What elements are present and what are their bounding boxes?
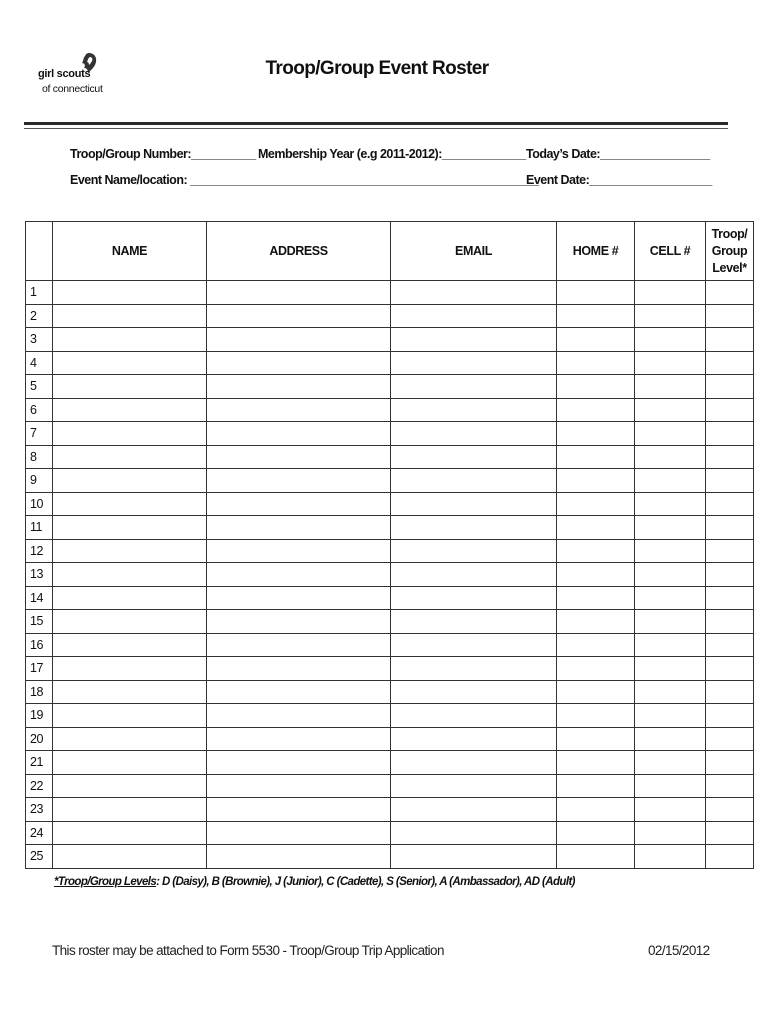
email-cell[interactable] bbox=[391, 704, 557, 728]
row-number: 19 bbox=[26, 704, 53, 728]
row-number: 16 bbox=[26, 633, 53, 657]
email-column-header: EMAIL bbox=[391, 222, 557, 281]
row-number: 24 bbox=[26, 821, 53, 845]
cell-cell[interactable] bbox=[635, 845, 706, 869]
roster-row bbox=[26, 422, 754, 446]
roster-row bbox=[26, 304, 754, 328]
name-cell[interactable] bbox=[53, 821, 207, 845]
address-cell[interactable] bbox=[207, 304, 391, 328]
troop-group-level-column-header bbox=[706, 222, 754, 281]
roster-row bbox=[26, 398, 754, 422]
cell-cell[interactable] bbox=[635, 657, 706, 681]
header-divider-thick bbox=[24, 122, 728, 125]
cell-cell[interactable] bbox=[635, 727, 706, 751]
home-cell[interactable] bbox=[557, 751, 635, 775]
row-number: 22 bbox=[26, 774, 53, 798]
name-cell[interactable] bbox=[53, 516, 207, 540]
level-cell[interactable] bbox=[706, 727, 754, 751]
email-cell[interactable] bbox=[391, 633, 557, 657]
row-number: 11 bbox=[26, 516, 53, 540]
name-cell[interactable] bbox=[53, 539, 207, 563]
roster-row bbox=[26, 610, 754, 634]
address-cell[interactable] bbox=[207, 422, 391, 446]
address-cell[interactable] bbox=[207, 680, 391, 704]
address-cell[interactable] bbox=[207, 610, 391, 634]
address-cell[interactable] bbox=[207, 445, 391, 469]
level-cell[interactable] bbox=[706, 563, 754, 587]
address-cell[interactable] bbox=[207, 845, 391, 869]
email-cell[interactable] bbox=[391, 727, 557, 751]
address-cell[interactable] bbox=[207, 704, 391, 728]
home-cell[interactable] bbox=[557, 563, 635, 587]
home-cell[interactable] bbox=[557, 304, 635, 328]
row-number: 5 bbox=[26, 375, 53, 399]
home-cell[interactable] bbox=[557, 445, 635, 469]
level-cell[interactable] bbox=[706, 586, 754, 610]
home-cell[interactable] bbox=[557, 774, 635, 798]
roster-row bbox=[26, 704, 754, 728]
address-cell[interactable] bbox=[207, 821, 391, 845]
row-number: 15 bbox=[26, 610, 53, 634]
troop-group-number-field[interactable]: Troop/Group Number:__________ bbox=[70, 147, 256, 161]
row-number: 18 bbox=[26, 680, 53, 704]
logo-text-of-connecticut: of connecticut bbox=[42, 83, 103, 95]
name-cell[interactable] bbox=[53, 727, 207, 751]
cell-cell[interactable] bbox=[635, 492, 706, 516]
email-cell[interactable] bbox=[391, 469, 557, 493]
event-name-location-field[interactable]: Event Name/location: ______________________________________________________ bbox=[70, 173, 539, 187]
name-cell[interactable] bbox=[53, 563, 207, 587]
level-cell[interactable] bbox=[706, 469, 754, 493]
home-cell[interactable] bbox=[557, 469, 635, 493]
home-cell[interactable] bbox=[557, 586, 635, 610]
row-number: 4 bbox=[26, 351, 53, 375]
address-cell[interactable] bbox=[207, 586, 391, 610]
level-cell[interactable] bbox=[706, 375, 754, 399]
address-cell[interactable] bbox=[207, 398, 391, 422]
footer-note: This roster may be attached to Form 5530 - Troop/Group Trip Application bbox=[52, 943, 444, 958]
level-cell[interactable] bbox=[706, 680, 754, 704]
address-cell[interactable] bbox=[207, 774, 391, 798]
roster-row bbox=[26, 539, 754, 563]
home-cell[interactable] bbox=[557, 539, 635, 563]
name-cell[interactable] bbox=[53, 398, 207, 422]
row-number: 25 bbox=[26, 845, 53, 869]
address-cell[interactable] bbox=[207, 727, 391, 751]
level-cell[interactable] bbox=[706, 304, 754, 328]
roster-row bbox=[26, 375, 754, 399]
level-cell[interactable] bbox=[706, 539, 754, 563]
name-cell[interactable] bbox=[53, 351, 207, 375]
home-cell[interactable] bbox=[557, 610, 635, 634]
row-number: 9 bbox=[26, 469, 53, 493]
todays-date-field[interactable]: Today’s Date:_________________ bbox=[526, 147, 710, 161]
level-cell[interactable] bbox=[706, 398, 754, 422]
address-cell[interactable] bbox=[207, 657, 391, 681]
email-cell[interactable] bbox=[391, 657, 557, 681]
roster-row bbox=[26, 492, 754, 516]
email-cell[interactable] bbox=[391, 351, 557, 375]
roster-row bbox=[26, 774, 754, 798]
address-cell[interactable] bbox=[207, 751, 391, 775]
email-cell[interactable] bbox=[391, 304, 557, 328]
row-number-header bbox=[26, 222, 53, 281]
cell-cell[interactable] bbox=[635, 704, 706, 728]
row-number: 3 bbox=[26, 328, 53, 352]
home-cell[interactable] bbox=[557, 516, 635, 540]
level-cell[interactable] bbox=[706, 774, 754, 798]
email-cell[interactable] bbox=[391, 751, 557, 775]
roster-row bbox=[26, 516, 754, 540]
cell-phone-column-header: CELL # bbox=[635, 222, 706, 281]
email-cell[interactable] bbox=[391, 821, 557, 845]
row-number: 20 bbox=[26, 727, 53, 751]
email-cell[interactable] bbox=[391, 375, 557, 399]
email-cell[interactable] bbox=[391, 281, 557, 305]
roster-header-row bbox=[26, 222, 754, 281]
level-header-line2: Group bbox=[711, 243, 748, 258]
address-cell[interactable] bbox=[207, 328, 391, 352]
email-cell[interactable] bbox=[391, 422, 557, 446]
cell-cell[interactable] bbox=[635, 539, 706, 563]
roster-row bbox=[26, 680, 754, 704]
cell-cell[interactable] bbox=[635, 563, 706, 587]
name-cell[interactable] bbox=[53, 586, 207, 610]
roster-row bbox=[26, 657, 754, 681]
cell-cell[interactable] bbox=[635, 821, 706, 845]
home-cell[interactable] bbox=[557, 422, 635, 446]
name-cell[interactable] bbox=[53, 469, 207, 493]
event-date-field[interactable]: Event Date:___________________ bbox=[526, 173, 712, 187]
row-number: 12 bbox=[26, 539, 53, 563]
home-cell[interactable] bbox=[557, 680, 635, 704]
level-cell[interactable] bbox=[706, 633, 754, 657]
email-cell[interactable] bbox=[391, 610, 557, 634]
cell-cell[interactable] bbox=[635, 586, 706, 610]
email-cell[interactable] bbox=[391, 445, 557, 469]
roster-row bbox=[26, 727, 754, 751]
level-cell[interactable] bbox=[706, 821, 754, 845]
level-cell[interactable] bbox=[706, 657, 754, 681]
row-number: 17 bbox=[26, 657, 53, 681]
address-cell[interactable] bbox=[207, 539, 391, 563]
level-cell[interactable] bbox=[706, 445, 754, 469]
levels-note-text: : D (Daisy), B (Brownie), J (Junior), C (Cadette), S (Senior), A (Ambassador), AD (Adult) bbox=[156, 876, 575, 888]
row-number: 8 bbox=[26, 445, 53, 469]
email-cell[interactable] bbox=[391, 774, 557, 798]
cell-cell[interactable] bbox=[635, 633, 706, 657]
home-cell[interactable] bbox=[557, 351, 635, 375]
name-cell[interactable] bbox=[53, 657, 207, 681]
name-cell[interactable] bbox=[53, 633, 207, 657]
email-cell[interactable] bbox=[391, 680, 557, 704]
roster-row bbox=[26, 586, 754, 610]
roster-row bbox=[26, 563, 754, 587]
row-number: 6 bbox=[26, 398, 53, 422]
roster-table bbox=[25, 221, 754, 869]
address-cell[interactable] bbox=[207, 563, 391, 587]
level-cell[interactable] bbox=[706, 281, 754, 305]
level-header-line3: Level* bbox=[712, 260, 747, 275]
email-cell[interactable] bbox=[391, 516, 557, 540]
row-number: 2 bbox=[26, 304, 53, 328]
roster-row bbox=[26, 798, 754, 822]
troop-group-levels-note bbox=[54, 876, 575, 888]
logo-text-girl-scouts: girl scouts bbox=[38, 68, 91, 80]
cell-cell[interactable] bbox=[635, 516, 706, 540]
home-cell[interactable] bbox=[557, 633, 635, 657]
name-cell[interactable] bbox=[53, 281, 207, 305]
cell-cell[interactable] bbox=[635, 328, 706, 352]
cell-cell[interactable] bbox=[635, 304, 706, 328]
name-cell[interactable] bbox=[53, 680, 207, 704]
level-cell[interactable] bbox=[706, 845, 754, 869]
row-number: 1 bbox=[26, 281, 53, 305]
cell-cell[interactable] bbox=[635, 680, 706, 704]
roster-row bbox=[26, 845, 754, 869]
level-cell[interactable] bbox=[706, 351, 754, 375]
cell-cell[interactable] bbox=[635, 610, 706, 634]
name-cell[interactable] bbox=[53, 751, 207, 775]
row-number: 23 bbox=[26, 798, 53, 822]
home-cell[interactable] bbox=[557, 821, 635, 845]
name-cell[interactable] bbox=[53, 774, 207, 798]
row-number: 10 bbox=[26, 492, 53, 516]
cell-cell[interactable] bbox=[635, 351, 706, 375]
home-cell[interactable] bbox=[557, 492, 635, 516]
address-cell[interactable] bbox=[207, 516, 391, 540]
cell-cell[interactable] bbox=[635, 281, 706, 305]
home-cell[interactable] bbox=[557, 281, 635, 305]
cell-cell[interactable] bbox=[635, 422, 706, 446]
email-cell[interactable] bbox=[391, 563, 557, 587]
roster-row bbox=[26, 328, 754, 352]
home-cell[interactable] bbox=[557, 798, 635, 822]
address-cell[interactable] bbox=[207, 492, 391, 516]
home-cell[interactable] bbox=[557, 727, 635, 751]
level-cell[interactable] bbox=[706, 704, 754, 728]
cell-cell[interactable] bbox=[635, 469, 706, 493]
name-cell[interactable] bbox=[53, 304, 207, 328]
row-number: 21 bbox=[26, 751, 53, 775]
level-cell[interactable] bbox=[706, 328, 754, 352]
roster-row bbox=[26, 445, 754, 469]
footer-date: 02/15/2012 bbox=[648, 943, 710, 958]
roster-row bbox=[26, 821, 754, 845]
page-title bbox=[0, 58, 770, 80]
level-cell[interactable] bbox=[706, 422, 754, 446]
name-cell[interactable] bbox=[53, 445, 207, 469]
email-cell[interactable] bbox=[391, 398, 557, 422]
name-cell[interactable] bbox=[53, 375, 207, 399]
address-column-header: ADDRESS bbox=[207, 222, 391, 281]
level-header-line1: Troop/ bbox=[711, 226, 748, 241]
row-number: 14 bbox=[26, 586, 53, 610]
address-cell[interactable] bbox=[207, 281, 391, 305]
address-cell[interactable] bbox=[207, 469, 391, 493]
email-cell[interactable] bbox=[391, 845, 557, 869]
name-column-header: NAME bbox=[53, 222, 207, 281]
home-cell[interactable] bbox=[557, 704, 635, 728]
roster-row bbox=[26, 469, 754, 493]
address-cell[interactable] bbox=[207, 375, 391, 399]
cell-cell[interactable] bbox=[635, 798, 706, 822]
email-cell[interactable] bbox=[391, 328, 557, 352]
cell-cell[interactable] bbox=[635, 445, 706, 469]
membership-year-field[interactable]: Membership Year (e.g 2011-2012):_____________ bbox=[258, 147, 526, 161]
level-cell[interactable] bbox=[706, 492, 754, 516]
roster-row bbox=[26, 281, 754, 305]
cell-cell[interactable] bbox=[635, 398, 706, 422]
roster-row bbox=[26, 351, 754, 375]
roster-row bbox=[26, 751, 754, 775]
levels-note-label: *Troop/Group Levels bbox=[54, 876, 157, 888]
level-cell[interactable] bbox=[706, 516, 754, 540]
home-cell[interactable] bbox=[557, 328, 635, 352]
email-cell[interactable] bbox=[391, 539, 557, 563]
home-cell[interactable] bbox=[557, 398, 635, 422]
row-number: 7 bbox=[26, 422, 53, 446]
name-cell[interactable] bbox=[53, 845, 207, 869]
email-cell[interactable] bbox=[391, 492, 557, 516]
address-cell[interactable] bbox=[207, 351, 391, 375]
roster-row bbox=[26, 633, 754, 657]
email-cell[interactable] bbox=[391, 586, 557, 610]
header-divider-thin bbox=[24, 128, 728, 129]
name-cell[interactable] bbox=[53, 492, 207, 516]
cell-cell[interactable] bbox=[635, 774, 706, 798]
home-cell[interactable] bbox=[557, 845, 635, 869]
home-cell[interactable] bbox=[557, 375, 635, 399]
address-cell[interactable] bbox=[207, 798, 391, 822]
page-title-text: Troop/Group Event Roster bbox=[265, 58, 489, 79]
row-number: 13 bbox=[26, 563, 53, 587]
name-cell[interactable] bbox=[53, 610, 207, 634]
name-cell[interactable] bbox=[53, 798, 207, 822]
address-cell[interactable] bbox=[207, 633, 391, 657]
name-cell[interactable] bbox=[53, 328, 207, 352]
name-cell[interactable] bbox=[53, 704, 207, 728]
cell-cell[interactable] bbox=[635, 751, 706, 775]
home-phone-column-header: HOME # bbox=[557, 222, 635, 281]
name-cell[interactable] bbox=[53, 422, 207, 446]
level-cell[interactable] bbox=[706, 610, 754, 634]
email-cell[interactable] bbox=[391, 798, 557, 822]
level-cell[interactable] bbox=[706, 798, 754, 822]
home-cell[interactable] bbox=[557, 657, 635, 681]
level-cell[interactable] bbox=[706, 751, 754, 775]
cell-cell[interactable] bbox=[635, 375, 706, 399]
